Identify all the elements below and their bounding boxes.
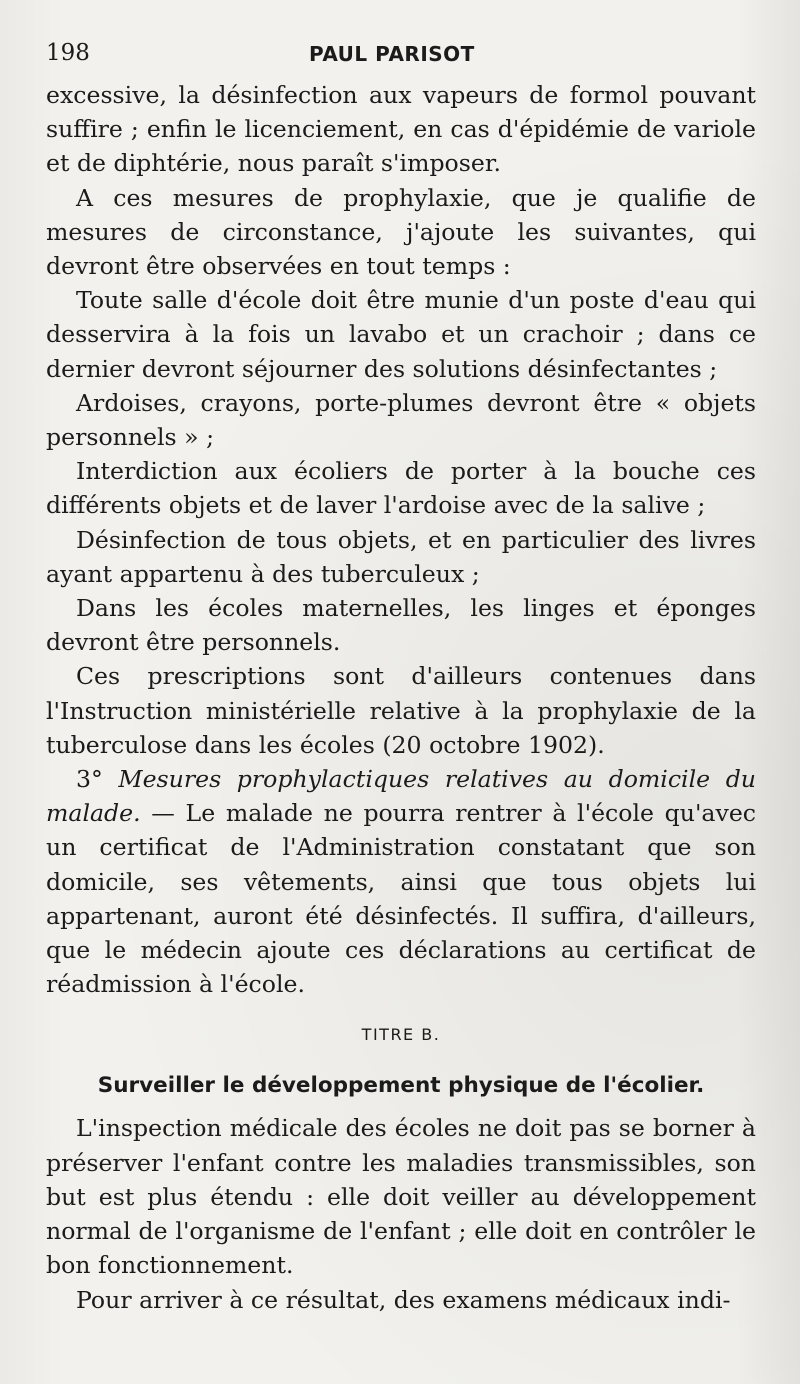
- paragraph-2: A ces mesures de prophylaxie, que je qualifie de mesures de circonstance, j'ajoute les suivantes, qui devront être observées en tout temps :: [46, 183, 756, 281]
- paragraph-3: Toute salle d'école doit être munie d'un poste d'eau qui desservira à la fois un lavabo et un crachoir ; dans ce dernier devront séjourner des solutions désinfectantes ;: [46, 286, 756, 383]
- paragraph-6: Désinfection de tous objets, et en particulier des livres ayant appartenu à des tuberculeux ;: [46, 525, 756, 588]
- section-title: Surveiller le développement physique de l'écolier.: [97, 1073, 705, 1099]
- paragraph-9-text: — Le malade ne pourra rentrer à l'école qu'avec un certificat de l'Administration constatant que son domicile, ses vêtements, ainsi que tous objets lui appartenant, auront été désinfectés. Il suffira, d'ailleurs, que le médecin ajoute ces déclarations au certificat de réadmission à l'école.: [46, 799, 756, 999]
- paragraph-11: Pour arriver à ce résultat, des examens médicaux indi-: [76, 1285, 731, 1314]
- paragraph-7: Dans les écoles maternelles, les linges et éponges devront être personnels.: [46, 594, 756, 657]
- paragraph-10: L'inspection médicale des écoles ne doit pas se borner à préserver l'enfant contre les maladies transmissibles, son but est plus étendu : elle doit veiller au développement normal de l'organisme de l'enfant ; elle doit en contrôler le bon fonctionnement.: [46, 1114, 756, 1280]
- running-head: PAUL PARISOT: [309, 42, 475, 66]
- paragraph-9-number: 3°: [76, 765, 103, 794]
- paragraph-9-heading: Mesures prophylactiques relatives au domicile du malade.: [46, 765, 756, 828]
- paragraph-1: excessive, la désinfection aux vapeurs de formol pouvant suffire ; enfin le licenciement, en cas d'épidémie de variole et de diphtérie, nous paraît s'imposer.: [46, 81, 756, 178]
- paragraph-5: Interdiction aux écoliers de porter à la bouche ces différents objets et de laver l'ardoise avec de la salive ;: [46, 457, 756, 520]
- page-header: [46, 34, 754, 74]
- body-text: [46, 78, 756, 1317]
- paragraph-4: Ardoises, crayons, porte-plumes devront être « objets personnels » ;: [46, 388, 756, 452]
- paragraph-8: Ces prescriptions sont d'ailleurs contenues dans l'Instruction ministérielle relative à la prophylaxie de la tuberculose dans les écoles (20 octobre 1902).: [46, 662, 756, 759]
- titre-label: TITRE B.: [361, 1025, 441, 1045]
- page-number: 198: [46, 40, 90, 66]
- paragraph-9: [46, 762, 756, 1001]
